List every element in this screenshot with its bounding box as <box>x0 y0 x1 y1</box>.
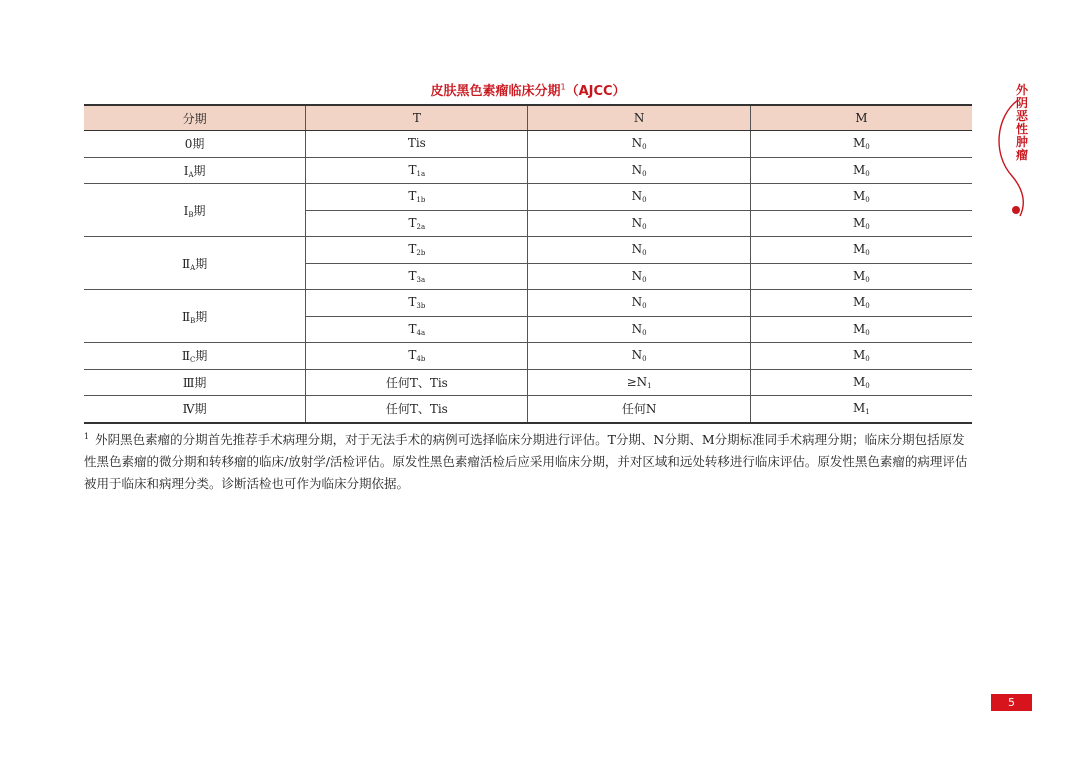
footnote-mark: 1 <box>84 432 90 441</box>
n-cell-value: 任何N <box>621 402 657 417</box>
header-stage: 分期 <box>84 105 306 131</box>
t-cell <box>306 316 528 343</box>
n-cell-subscript: 0 <box>642 302 647 311</box>
table-row <box>84 290 972 317</box>
stage-label: Ⅲ期 <box>182 375 207 390</box>
m-cell-subscript: 0 <box>865 381 870 390</box>
stage-label: Ⅰ <box>183 163 189 178</box>
table-title <box>84 80 972 99</box>
n-cell <box>528 343 750 370</box>
n-cell <box>528 157 750 184</box>
stage-label: Ⅱ <box>181 256 191 271</box>
footnote-text: 外阴黑色素瘤的分期首先推荐手术病理分期，对于无法手术的病例可选择临床分期进行评估。T分期、N分期、M分期标准同手术病理分期；临床分期包括原发性黑色素瘤的微分期和转移瘤的临床/放射学/活检评估。原发性黑色素瘤活检后应采用临床分期，并对区域和远处转移进行临床评估。原发性黑色素瘤的病理评估被用于临床和病理分类。诊断活检也可作为临床分期依据。 <box>84 432 968 492</box>
n-cell-value: ≥N <box>626 374 648 389</box>
m-cell <box>750 290 972 317</box>
m-cell-value: M <box>852 136 866 151</box>
m-cell-value: M <box>852 242 866 257</box>
t-cell-subscript: 2a <box>416 222 426 231</box>
t-cell <box>306 131 528 158</box>
stage-cell <box>84 157 306 184</box>
m-cell-subscript: 0 <box>865 143 870 152</box>
t-cell-value: T <box>408 215 417 230</box>
stage-suffix: 期 <box>195 309 208 324</box>
n-cell-subscript: 0 <box>642 328 647 337</box>
m-cell <box>750 184 972 211</box>
m-cell <box>750 396 972 423</box>
stage-subscript: A <box>190 263 196 272</box>
stage-subscript: B <box>190 316 196 325</box>
n-cell-subscript: 0 <box>642 169 647 178</box>
t-cell-value: T <box>408 321 417 336</box>
t-cell-subscript: 1b <box>416 196 426 205</box>
m-cell-subscript: 0 <box>865 222 870 231</box>
n-cell-subscript: 0 <box>642 275 647 284</box>
m-cell-subscript: 0 <box>865 196 870 205</box>
m-cell <box>750 131 972 158</box>
n-cell <box>528 316 750 343</box>
m-cell <box>750 369 972 396</box>
staging-table <box>84 104 972 424</box>
m-cell-value: M <box>852 215 866 230</box>
table-row <box>84 184 972 211</box>
page-number: 5 <box>991 694 1032 711</box>
t-cell-subscript: 4a <box>416 328 426 337</box>
t-cell <box>306 237 528 264</box>
stage-suffix: 期 <box>195 349 208 364</box>
m-cell-value: M <box>852 374 866 389</box>
stage-label: 0期 <box>184 137 205 152</box>
table-row <box>84 343 972 370</box>
stage-suffix: 期 <box>193 163 206 178</box>
t-cell-value: T <box>408 295 417 310</box>
m-cell-value: M <box>852 162 866 177</box>
n-cell-value: N <box>631 242 643 257</box>
n-cell-subscript: 0 <box>642 196 647 205</box>
table-row <box>84 369 972 396</box>
header-n: N <box>528 105 750 131</box>
t-cell-subscript: 4b <box>416 355 426 364</box>
stage-cell <box>84 369 306 396</box>
t-cell <box>306 369 528 396</box>
stage-label: Ⅳ期 <box>182 402 207 417</box>
t-cell-value: T <box>408 268 417 283</box>
stage-cell <box>84 396 306 423</box>
m-cell-subscript: 0 <box>865 169 870 178</box>
m-cell-subscript: 0 <box>865 355 870 364</box>
t-cell-value: Tis <box>407 136 426 151</box>
t-cell-value: 任何T、Tis <box>385 402 448 417</box>
n-cell-value: N <box>631 215 643 230</box>
t-cell-subscript: 3a <box>416 275 426 284</box>
n-cell <box>528 184 750 211</box>
t-cell-value: T <box>408 189 417 204</box>
t-cell <box>306 343 528 370</box>
stage-suffix: 期 <box>193 203 206 218</box>
stage-cell <box>84 237 306 290</box>
m-cell-subscript: 1 <box>865 408 870 417</box>
t-cell-value: T <box>408 242 417 257</box>
t-cell <box>306 263 528 290</box>
n-cell-subscript: 0 <box>642 143 647 152</box>
n-cell <box>528 263 750 290</box>
stage-cell <box>84 131 306 158</box>
n-cell-value: N <box>631 162 643 177</box>
m-cell <box>750 237 972 264</box>
table-title-suffix: （AJCC） <box>565 84 626 99</box>
n-cell <box>528 369 750 396</box>
title-footnote-mark: 1 <box>560 82 566 92</box>
n-cell-subscript: 0 <box>642 355 647 364</box>
table-row <box>84 157 972 184</box>
n-cell-subscript: 1 <box>647 381 652 390</box>
n-cell <box>528 237 750 264</box>
stage-label: Ⅱ <box>181 349 190 364</box>
m-cell-value: M <box>852 295 866 310</box>
m-cell-value: M <box>852 348 866 363</box>
n-cell-value: N <box>631 136 643 151</box>
m-cell-subscript: 0 <box>865 328 870 337</box>
stage-subscript: C <box>190 356 196 365</box>
t-cell-subscript: 3b <box>416 302 426 311</box>
n-cell-value: N <box>631 268 643 283</box>
m-cell-value: M <box>852 321 866 336</box>
t-cell-subscript: 2b <box>416 249 426 258</box>
n-cell <box>528 131 750 158</box>
header-m: M <box>750 105 972 131</box>
t-cell <box>306 290 528 317</box>
n-cell-value: N <box>631 295 643 310</box>
m-cell-value: M <box>852 401 866 416</box>
stage-cell <box>84 343 306 370</box>
m-cell <box>750 343 972 370</box>
m-cell <box>750 263 972 290</box>
t-cell <box>306 210 528 237</box>
n-cell-value: N <box>631 189 643 204</box>
t-cell <box>306 184 528 211</box>
t-cell-subscript: 1a <box>416 169 426 178</box>
table-title-text: 皮肤黑色素瘤临床分期 <box>430 84 561 99</box>
m-cell-value: M <box>852 189 866 204</box>
table-body <box>84 131 972 423</box>
stage-label: Ⅱ <box>181 309 191 324</box>
n-cell <box>528 210 750 237</box>
table-row <box>84 396 972 423</box>
m-cell-subscript: 0 <box>865 275 870 284</box>
n-cell <box>528 396 750 423</box>
t-cell-value: T <box>408 162 417 177</box>
t-cell <box>306 157 528 184</box>
stage-subscript: A <box>188 170 194 179</box>
stage-subscript: B <box>188 210 194 219</box>
m-cell-subscript: 0 <box>865 249 870 258</box>
table-header-row <box>84 105 972 131</box>
m-cell-subscript: 0 <box>865 302 870 311</box>
t-cell <box>306 396 528 423</box>
n-cell-value: N <box>631 321 643 336</box>
m-cell-value: M <box>852 268 866 283</box>
table-row <box>84 237 972 264</box>
n-cell-subscript: 0 <box>642 249 647 258</box>
n-cell-subscript: 0 <box>642 222 647 231</box>
n-cell-value: N <box>631 348 643 363</box>
stage-suffix: 期 <box>195 256 208 271</box>
t-cell-value: T <box>408 348 417 363</box>
table-row <box>84 131 972 158</box>
stage-cell <box>84 184 306 237</box>
m-cell <box>750 210 972 237</box>
m-cell <box>750 316 972 343</box>
n-cell <box>528 290 750 317</box>
header-t: T <box>306 105 528 131</box>
stage-label: Ⅰ <box>183 203 189 218</box>
stage-cell <box>84 290 306 343</box>
m-cell <box>750 157 972 184</box>
footnote <box>84 426 974 495</box>
t-cell-value: 任何T、Tis <box>385 375 448 390</box>
side-section-label: 外阴恶性肿瘤 <box>1015 83 1028 162</box>
